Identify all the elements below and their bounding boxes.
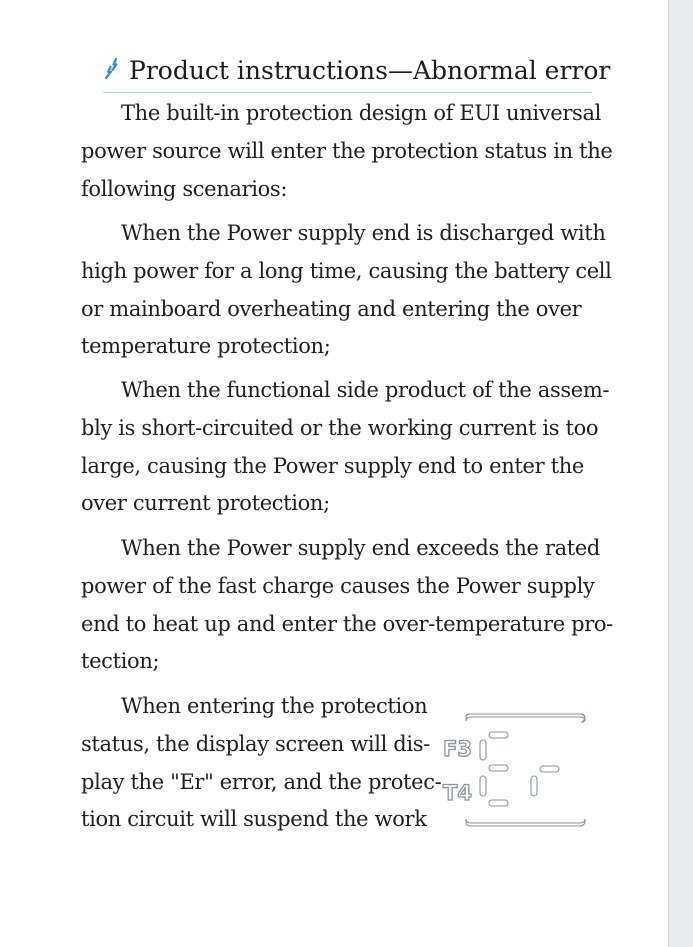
paragraph-line: status, the display screen will dis- [81,731,430,756]
page-edge-strip [668,0,693,947]
segment-label-bottom: T4 [443,781,472,805]
intro-paragraph [81,95,613,208]
error-display-paragraph [81,688,442,839]
paragraph-line: high power for a long time, causing the battery cell [81,258,612,283]
paragraph-line: power of the fast charge causes the Power supply [81,573,595,598]
segment-label-top: F3 [443,737,472,761]
paragraph-line: temperature protection; [81,334,331,359]
fast-charge-paragraph [81,530,613,681]
paragraph-line: When the Power supply end is discharged with [121,221,606,245]
overcurrent-paragraph [81,372,610,523]
paragraph-line: bly is short-circuited or the working current is too [81,415,599,440]
paragraph-line: tion circuit will suspend the work [81,807,427,832]
paragraph-line: power source will enter the protection status in the [81,138,613,163]
paragraph-line: tection; [81,649,160,674]
paragraph-line: When entering the protection [121,694,428,718]
paragraph-line: or mainboard overheating and entering the over [81,296,582,321]
paragraph-line: When the Power supply end exceeds the rated [121,536,601,560]
overheat-paragraph [81,215,612,366]
paragraph-line: The built-in protection design of EUI universal [121,101,601,125]
paragraph-line: When the functional side product of the assem- [121,378,610,402]
segment-display-icon [440,712,590,830]
paragraph-line: following scenarios: [81,176,288,201]
paragraph-line: end to heat up and enter the over-temperature pro- [81,611,613,636]
page-title: Product instructions—Abnormal error [129,56,611,85]
paragraph-line: over current protection; [81,491,330,516]
segment-display-outline [440,712,590,830]
paragraph-line: large, causing the Power supply end to enter the [81,453,584,478]
lightning-bolt-icon [103,58,123,80]
paragraph-line: play the "Er" error, and the protec- [81,769,442,794]
section-heading [103,54,611,93]
